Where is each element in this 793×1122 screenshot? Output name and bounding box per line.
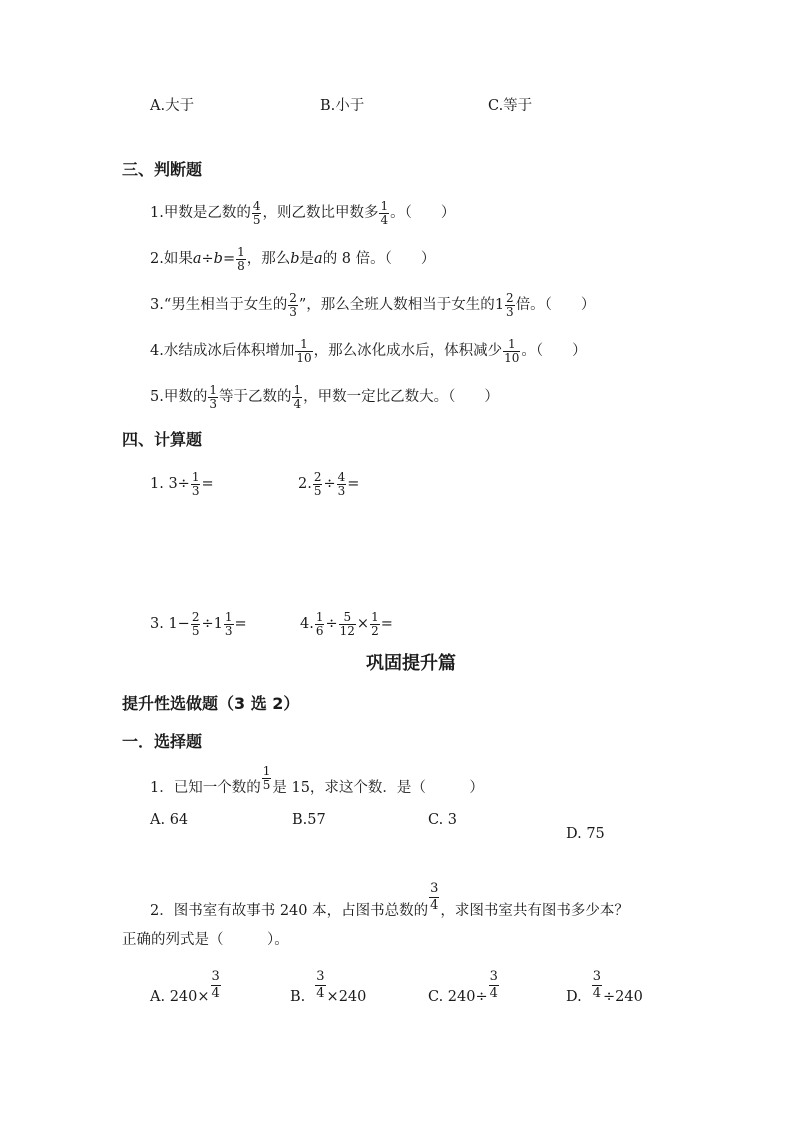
fraction: $\frac{2}{5}$ bbox=[313, 469, 322, 498]
fraction: $\frac{5}{12}$ bbox=[339, 609, 355, 638]
fraction: $\frac{4}{3}$ bbox=[337, 469, 346, 498]
fraction: $\frac{1}{10}$ bbox=[504, 336, 520, 365]
fraction: $\frac{1}{4}$ bbox=[380, 198, 389, 227]
fraction: $\frac{1}{2}$ bbox=[371, 609, 379, 638]
section4-title: 四、计算题 bbox=[122, 430, 203, 449]
mixed-number: 1 $\frac{2}{3}$ bbox=[494, 290, 514, 319]
fraction: $\frac{3}{4}$ bbox=[316, 968, 325, 1001]
fraction: $\frac{1}{3}$ bbox=[209, 382, 217, 411]
q2-option-c: C. 240÷ $\frac{3}{4}$ bbox=[428, 968, 498, 1005]
calc-3: 3. 1− $\frac{2}{5}$ ÷ 1 $\frac{1}{3}$ = bbox=[150, 609, 247, 638]
fraction: $\frac{3}{4}$ bbox=[430, 880, 439, 913]
calc-2: 2. $\frac{2}{5}$ ÷ $\frac{4}{3}$ = bbox=[298, 469, 360, 498]
fraction: $\frac{4}{5}$ bbox=[252, 198, 261, 227]
fraction: $\frac{1}{5}$ bbox=[262, 763, 271, 792]
option-a: A.大于 bbox=[150, 98, 195, 114]
option-c: C.等于 bbox=[488, 98, 533, 114]
fraction: $\frac{3}{4}$ bbox=[211, 968, 220, 1001]
q1-option-d: D. 75 bbox=[566, 826, 605, 842]
fraction: $\frac{2}{5}$ bbox=[191, 609, 200, 638]
judge-q3: 3.“男生相当于女生的 $\frac{2}{3}$ ”，那么全班人数相当于女生的 1 $\frac{2}{3}$ 倍。（ ） bbox=[150, 290, 596, 319]
elective-title: 提升性选做题（3 选 2） bbox=[122, 694, 300, 713]
fraction: $\frac{1}{8}$ bbox=[237, 244, 245, 273]
q1-option-c: C. 3 bbox=[428, 812, 458, 828]
option-b: B.小于 bbox=[320, 98, 365, 114]
fraction: $\frac{1}{6}$ bbox=[315, 609, 324, 638]
section3-title: 三、判断题 bbox=[122, 160, 203, 179]
section1-title: 一．选择题 bbox=[122, 732, 203, 751]
q2-option-d: D. $\frac{3}{4}$ ÷240 bbox=[566, 968, 643, 1005]
q2-option-a: A. 240× $\frac{3}{4}$ bbox=[150, 968, 220, 1005]
judge-q2: 2.如果 a ÷ b = $\frac{1}{8}$ ，那么 b 是 a 的 8 倍。（ ） bbox=[150, 244, 436, 273]
q1-option-a: A. 64 bbox=[150, 812, 189, 828]
fraction: $\frac{1}{10}$ bbox=[296, 336, 312, 365]
fraction: $\frac{3}{4}$ bbox=[592, 968, 601, 1001]
fraction: $\frac{1}{3}$ bbox=[191, 469, 200, 498]
fraction: $\frac{3}{4}$ bbox=[489, 968, 498, 1001]
choice-q2: 2．图书室有故事书 240 本，占图书总数的 $\frac{3}{4}$ ，求图书室共有图书多少本？ bbox=[150, 880, 629, 919]
calc-1: 1. 3÷ $\frac{1}{3}$ = bbox=[150, 469, 214, 498]
choice-q2-line2: 正确的列式是（ ）。 bbox=[122, 932, 289, 948]
part-title: 巩固提升篇 bbox=[366, 653, 456, 674]
judge-q4: 4.水结成冰后体积增加 $\frac{1}{10}$ ，那么冰化成水后，体积减少 $\frac{1}{10}$ 。（ ） bbox=[150, 336, 587, 365]
judge-q5: 5.甲数的 $\frac{1}{3}$ 等于乙数的 $\frac{1}{4}$ ，甲数一定比乙数大。（ ） bbox=[150, 382, 499, 411]
judge-q1: 1.甲数是乙数的 $\frac{4}{5}$ ，则乙数比甲数多 $\frac{1}{4}$ 。（ ） bbox=[150, 198, 456, 227]
fraction: $\frac{1}{4}$ bbox=[293, 382, 302, 411]
choice-q1: 1．已知一个数的 $\frac{1}{5}$ 是 15，求这个数．是（ ） bbox=[150, 763, 484, 796]
q1-option-b: B.57 bbox=[292, 812, 326, 828]
fraction: $\frac{2}{3}$ bbox=[289, 290, 297, 319]
q2-option-b: B. $\frac{3}{4}$ ×240 bbox=[290, 968, 367, 1005]
mixed-number: 1 $\frac{1}{3}$ bbox=[213, 609, 233, 638]
calc-4: 4. $\frac{1}{6}$ ÷ $\frac{5}{12}$ × $\frac{1}{2}$ = bbox=[300, 609, 393, 638]
